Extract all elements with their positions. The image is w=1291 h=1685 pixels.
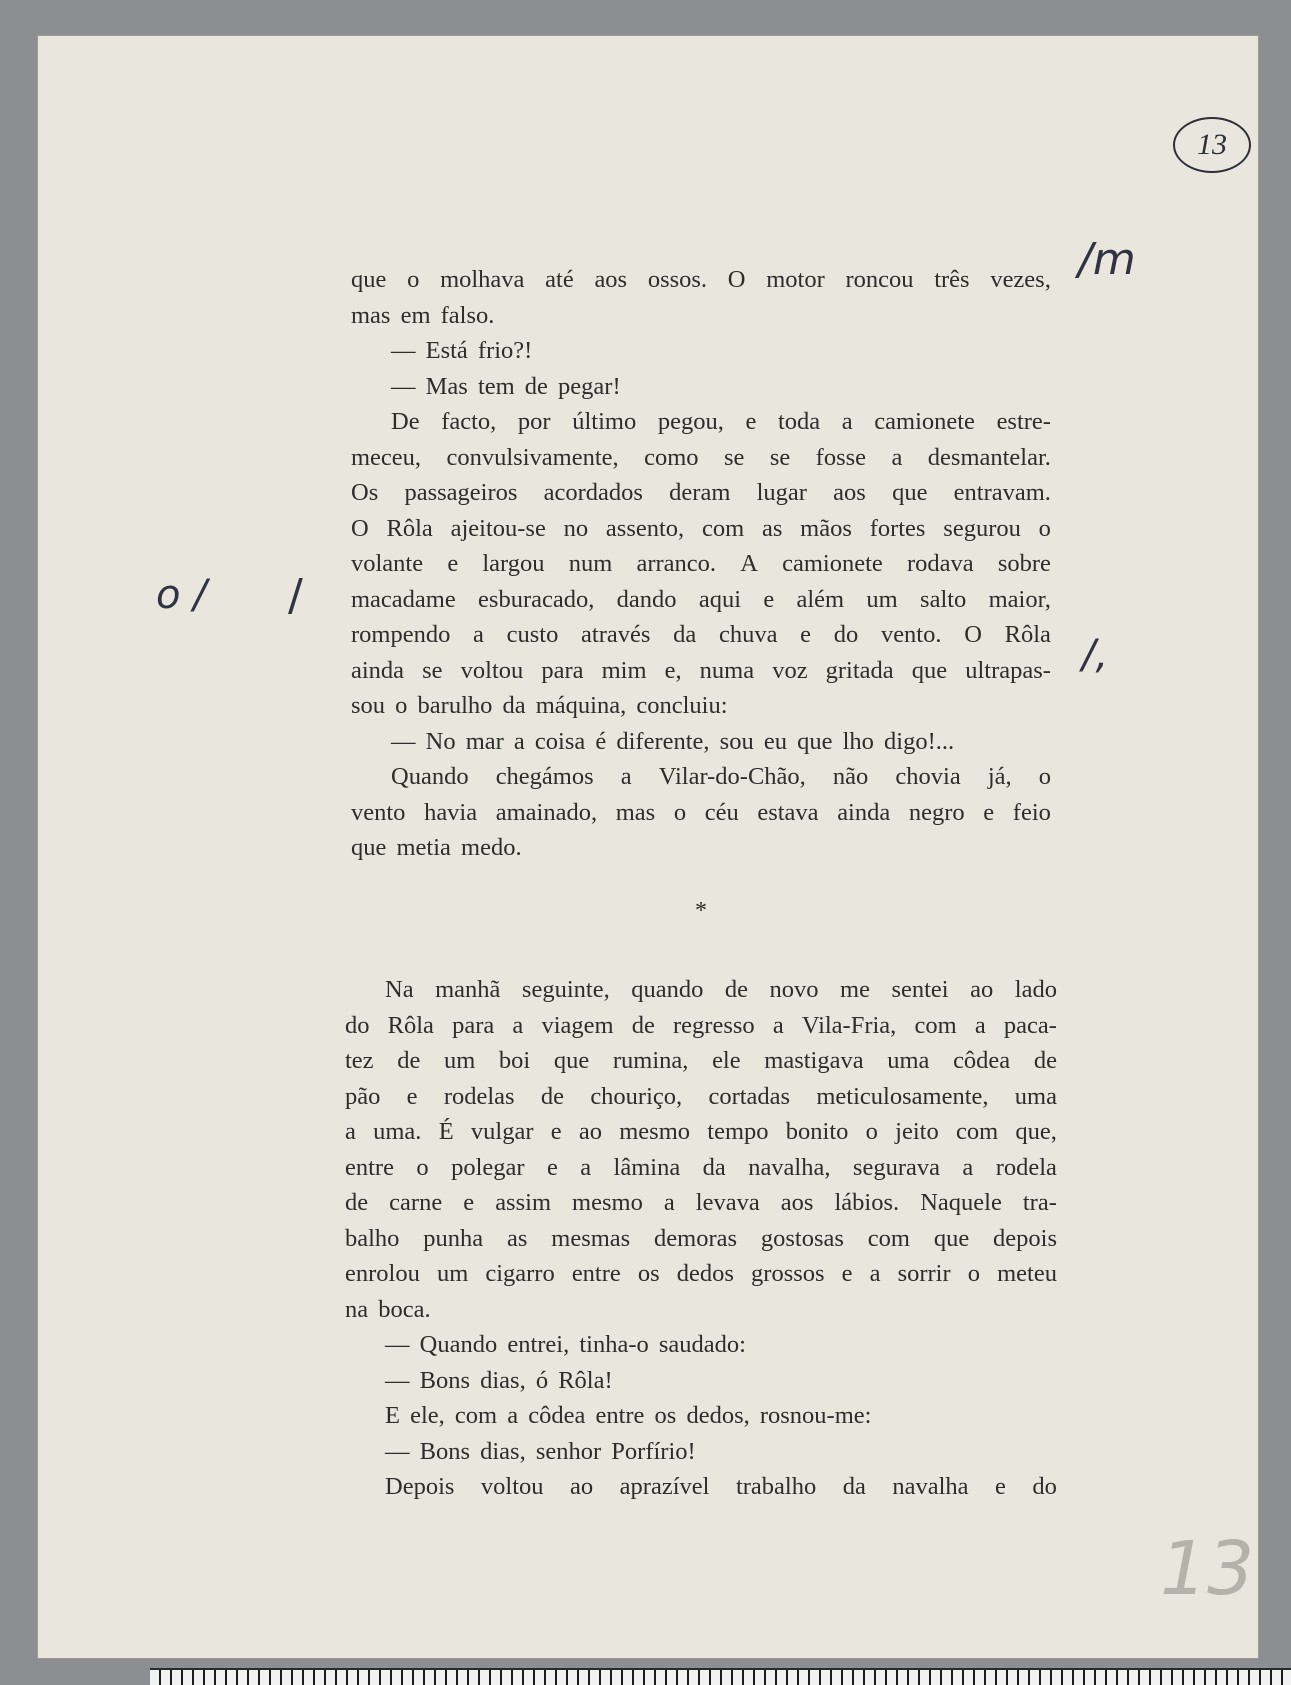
- text-line: de carne e assim mesmo a levava aos lábios. Naquele tra-: [345, 1189, 1057, 1216]
- pencil-page-number: 13: [1160, 1526, 1255, 1612]
- text-line: volante e largou num arranco. A camionete rodava sobre: [351, 550, 1051, 577]
- text-line: macadame esburacado, dando aqui e além um salto maior,: [351, 585, 1051, 613]
- text-line: tez de um boi que rumina, ele mastigava uma côdea de: [345, 1047, 1057, 1074]
- dialogue-line: — Bons dias, senhor Porfírio!: [385, 1437, 696, 1465]
- margin-note-top-right: /m: [1078, 234, 1136, 285]
- section-separator: *: [695, 898, 707, 924]
- manuscript-page: [38, 36, 1258, 1658]
- text-line: a uma. É vulgar e ao mesmo tempo bonito o jeito com que,: [345, 1118, 1057, 1145]
- text-line: O Rôla ajeitou-se no assento, com as mãos fortes segurou o: [351, 514, 1051, 542]
- dialogue-line: — Está frio?!: [391, 337, 533, 364]
- text-line: na boca.: [345, 1295, 431, 1323]
- text-line: pão e rodelas de chouriço, cortadas meticulosamente, uma: [345, 1082, 1057, 1110]
- text-line: Quando chegámos a Vilar-do-Chão, não chovia já, o: [391, 763, 1051, 790]
- text-line: entre o polegar e a lâmina da navalha, segurava a rodela: [345, 1153, 1057, 1181]
- text-line: que o molhava até aos ossos. O motor roncou três vezes,: [351, 266, 1051, 293]
- page-number-circled: 13: [1173, 117, 1251, 173]
- dialogue-line: — Bons dias, ó Rôla!: [385, 1366, 613, 1394]
- text-line: balho punha as mesmas demoras gostosas com que depois: [345, 1224, 1057, 1252]
- text-line: que metia medo.: [351, 834, 522, 861]
- text-line: E ele, com a côdea entre os dedos, rosnou-me:: [385, 1402, 872, 1429]
- text-line: mas em falso.: [351, 301, 495, 329]
- text-line: ainda se voltou para mim e, numa voz gritada que ultrapas-: [351, 656, 1051, 684]
- text-line: vento havia amainado, mas o céu estava ainda negro e feio: [351, 798, 1051, 826]
- text-line: De facto, por último pegou, e toda a camionete estre-: [391, 408, 1051, 435]
- text-line: do Rôla para a viagem de regresso a Vila-Fria, com a paca-: [345, 1011, 1057, 1039]
- text-line: Depois voltou ao aprazível trabalho da navalha e do: [385, 1473, 1057, 1500]
- dialogue-line: — No mar a coisa é diferente, sou eu que lho digo!...: [391, 727, 955, 755]
- margin-slash-left: /: [288, 570, 303, 621]
- text-line: Os passageiros acordados deram lugar aos que entravam.: [351, 479, 1051, 506]
- text-line: sou o barulho da máquina, concluiu:: [351, 692, 728, 719]
- body-text-part-2: [345, 972, 1057, 1505]
- dialogue-line: — Quando entrei, tinha-o saudado:: [385, 1331, 746, 1358]
- text-line: meceu, convulsivamente, como se se fosse a desmantelar.: [351, 443, 1051, 471]
- dialogue-line: — Mas tem de pegar!: [391, 372, 621, 400]
- text-line: rompendo a custo através da chuva e do vento. O Rôla: [351, 621, 1051, 648]
- text-line: Na manhã seguinte, quando de novo me sentei ao lado: [385, 976, 1057, 1003]
- text-line: enrolou um cigarro entre os dedos grossos e a sorrir o meteu: [345, 1260, 1057, 1287]
- body-text: [345, 262, 1057, 1500]
- margin-note-left: o /: [156, 572, 207, 618]
- margin-note-right: /,: [1082, 632, 1109, 678]
- scale-ruler: [150, 1668, 1291, 1685]
